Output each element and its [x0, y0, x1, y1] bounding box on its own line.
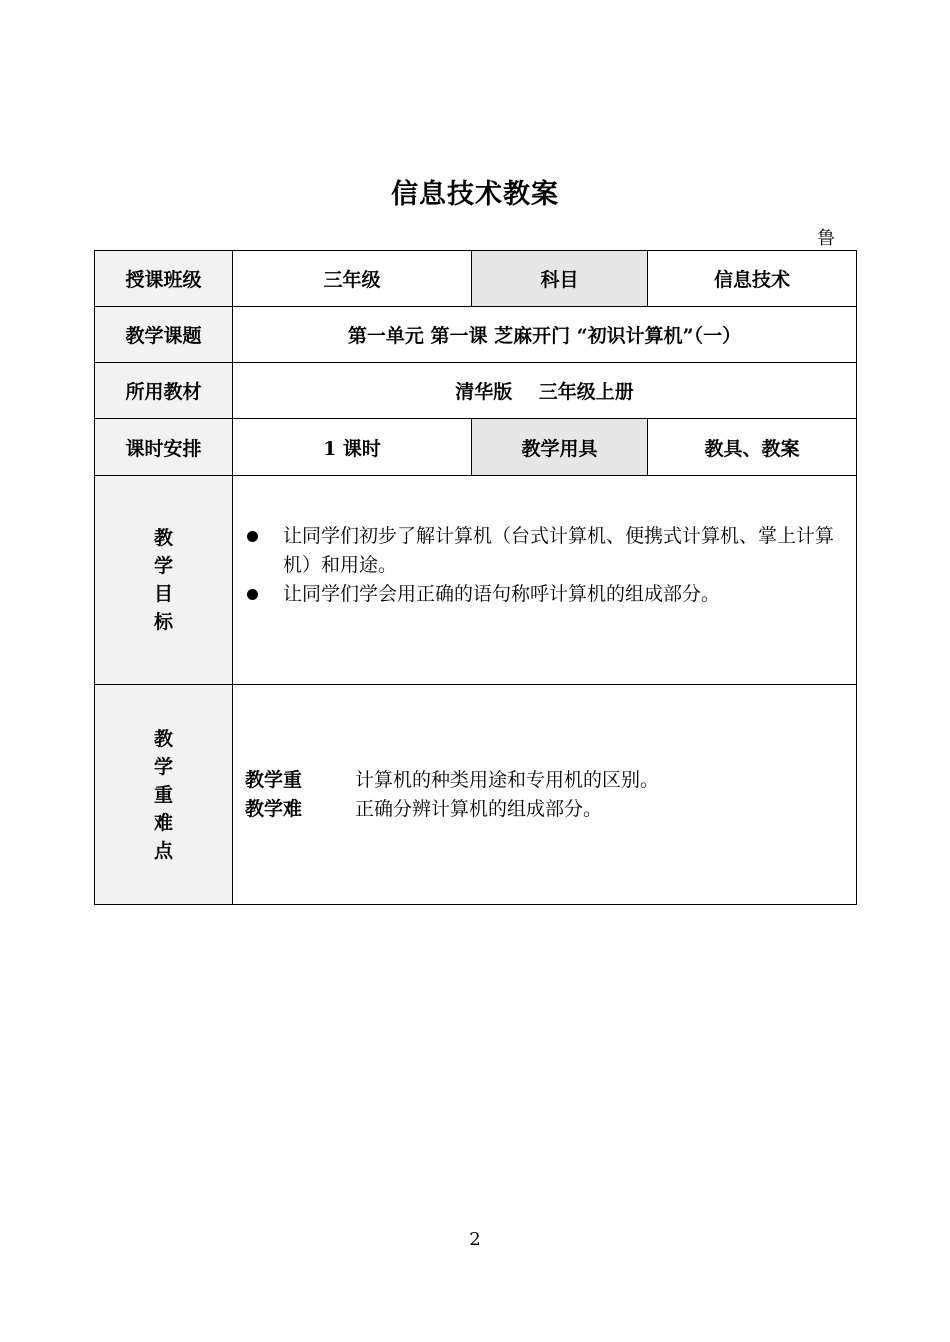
class-value: 三年级	[233, 251, 472, 307]
keypoints-label-char: 点	[153, 840, 173, 862]
tools-value: 教具、教案	[648, 419, 857, 476]
goals-content	[233, 476, 857, 685]
goals-label-char: 教	[153, 527, 173, 549]
keypoints-label-char: 难	[153, 812, 173, 834]
document-title: 信息技术教案	[391, 179, 559, 210]
bullet-icon	[247, 589, 258, 600]
keypoint-row	[245, 795, 856, 824]
textbook-label: 所用教材	[95, 363, 233, 419]
topic-label: 教学课题	[95, 307, 233, 363]
keypoint-text: 正确分辨计算机的组成部分。	[355, 798, 603, 820]
subject-value: 信息技术	[648, 251, 857, 307]
goals-label-char: 目	[153, 583, 173, 605]
goals-label-char: 学	[153, 555, 173, 577]
page-number: 2	[469, 1229, 481, 1250]
keypoints-label	[95, 685, 233, 905]
bullet-icon	[247, 531, 258, 542]
keypoint-key: 教学难	[245, 798, 303, 820]
row-goals	[95, 476, 857, 685]
subject-label: 科目	[472, 251, 648, 307]
keypoint-key: 教学重	[245, 769, 303, 791]
class-label: 授课班级	[95, 251, 233, 307]
textbook-value: 清华版 三年级上册	[233, 363, 857, 419]
keypoint-text: 计算机的种类用途和专用机的区别。	[355, 769, 660, 791]
goals-label	[95, 476, 233, 685]
topic-value: 第一单元 第一课 芝麻开门 “初识计算机”（一）	[233, 307, 857, 363]
goals-label-char: 标	[153, 611, 173, 633]
goal-text: 让同学们初步了解计算机（台式计算机、便携式计算机、掌上计算机）和用途。	[283, 525, 835, 576]
lesson-plan-table	[94, 250, 857, 905]
keypoints-label-char: 重	[153, 784, 173, 806]
list-item	[245, 580, 846, 609]
keypoints-label-char: 学	[153, 756, 173, 778]
keypoint-row	[245, 766, 856, 795]
row-keypoints	[95, 685, 857, 905]
period-label: 课时安排	[95, 419, 233, 476]
row-topic	[95, 307, 857, 363]
row-schedule	[95, 419, 857, 476]
row-textbook	[95, 363, 857, 419]
keypoints-content	[233, 685, 857, 905]
period-value: 1 课时	[233, 419, 472, 476]
author-name: 鲁	[817, 228, 835, 249]
tools-label: 教学用具	[472, 419, 648, 476]
list-item	[245, 522, 846, 580]
goal-text: 让同学们学会用正确的语句称呼计算机的组成部分。	[283, 583, 721, 605]
row-class	[95, 251, 857, 307]
keypoints-label-char: 教	[153, 728, 173, 750]
goals-list	[245, 522, 846, 609]
